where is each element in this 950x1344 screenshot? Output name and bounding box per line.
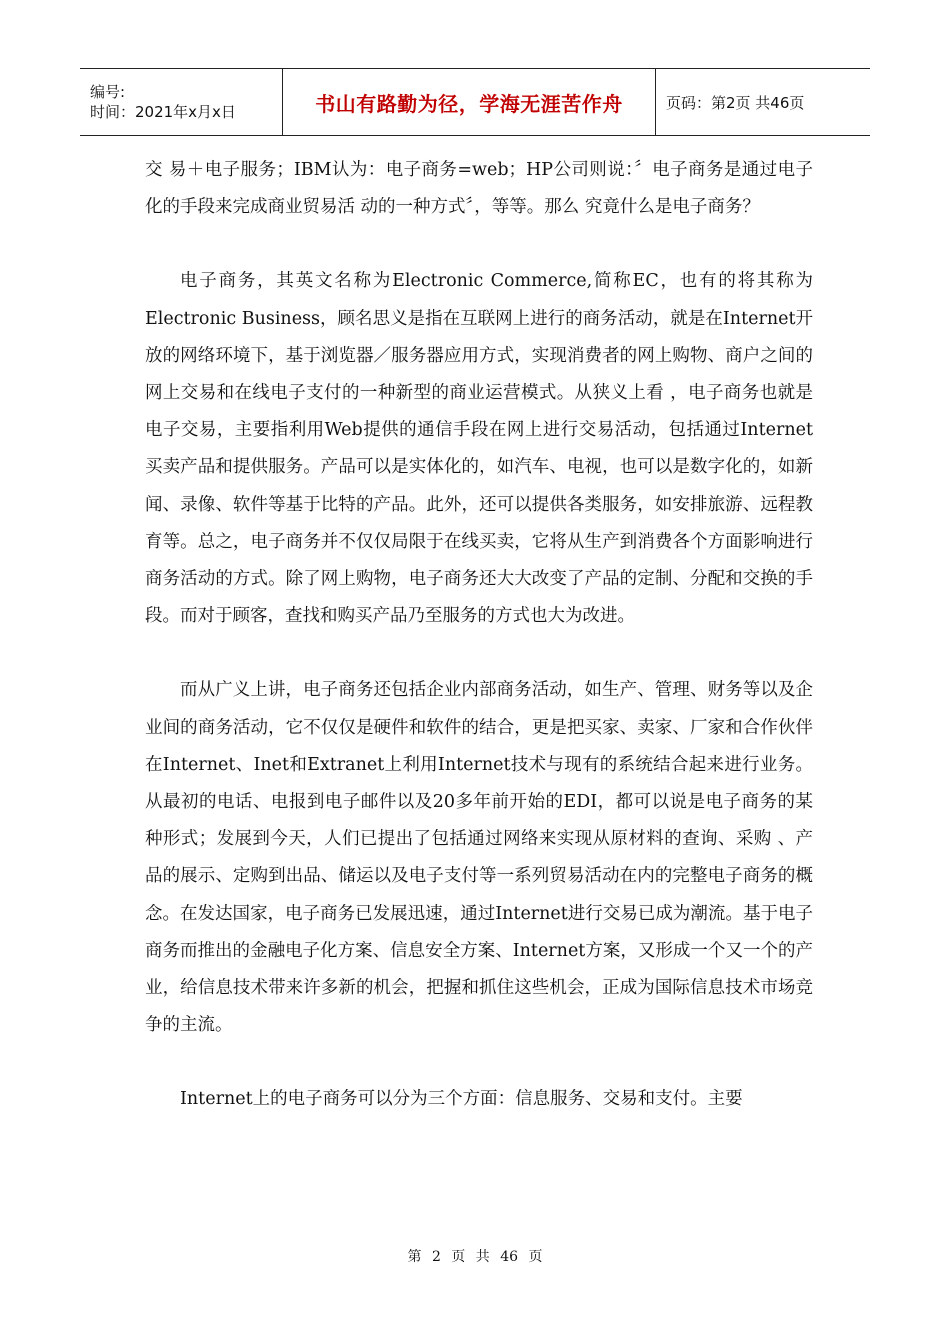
document-time: 时间：2021年x月x日 xyxy=(90,103,236,121)
paragraph-spacer xyxy=(145,1044,813,1081)
header-motto: 书山有路勤为径，学海无涯苦作舟 xyxy=(282,69,656,135)
page-footer: 第 2 页 共 46 页 xyxy=(407,1249,543,1265)
paragraph-2: 电子商务，其英文名称为Electronic Commerce,简称EC，也有的将其称为Electronic Business，顾名思义是指在互联网上进行的商务活动，就是在Internet开放的网络环境下，基于浏览器／服务器应用方式，实现消费者的网上购物、商户之间的网上交易和在线电子支付的一种新型的商业运营模式。从狭义上看 ，电子商务也就是电子交易，主要指利用Web提供的通信手段在网上进行交易活动，包括通过Internet买卖产品和提供服务。产品可以是实体化的，如汽车、电视，也可以是数字化的，如新闻、录像、软件等基于比特的产品。此外，还可以提供各类服务，如安排旅游、远程教育等。总之，电子商务并不仅仅局限于在线买卖，它将从生产到消费各个方面影响进行商务活动的方式。除了网上购物，电子商务还大大改变了产品的定制、分配和交换的手段。而对于顾客，查找和购买产品乃至服务的方式也大为改进。 xyxy=(145,271,813,627)
paragraph-3: 而从广义上讲，电子商务还包括企业内部商务活动，如生产、管理、财务等以及企业间的商务活动，它不仅仅是硬件和软件的结合，更是把买家、卖家、厂家和合作伙伴在Internet、Inet和Extranet上利用Internet技术与现有的系统结合起来进行业务。从最初的电话、电报到电子邮件以及20多年前开始的EDI，都可以说是电子商务的某种形式；发展到今天，人们已提出了包括通过网络来实现从原材料的查询、采购 、产品的展示、定购到出品、储运以及电子支付等一系列贸易活动在内的完整电子商务的概念。在发达国家，电子商务已发展迅速，通过Internet进行交易已成为潮流。基于电子商务而推出的金融电子化方案、信息安全方案、Internet方案，又形成一个又一个的产业，给信息技术带来许多新的机会，把握和抓住这些机会，正成为国际信息技术市场竞争的主流。 xyxy=(145,680,813,1036)
document-header xyxy=(80,68,870,136)
document-number: 编号: xyxy=(90,83,126,101)
header-page-info: 页码：第2页 共46页 xyxy=(666,93,805,112)
paragraph-spacer xyxy=(145,226,813,263)
paragraph-spacer xyxy=(145,635,813,672)
header-meta xyxy=(80,69,282,135)
paragraph-1: 交 易＋电子服务；IBM认为：电子商务=web；HP公司则说：〞电子商务是通过电子化的手段来完成商业贸易活 动的一种方式〞，等等。那么 究竟什么是电子商务？ xyxy=(145,160,813,218)
document-body xyxy=(145,152,813,1119)
paragraph-4: Internet上的电子商务可以分为三个方面：信息服务、交易和支付。主要 xyxy=(180,1089,743,1110)
